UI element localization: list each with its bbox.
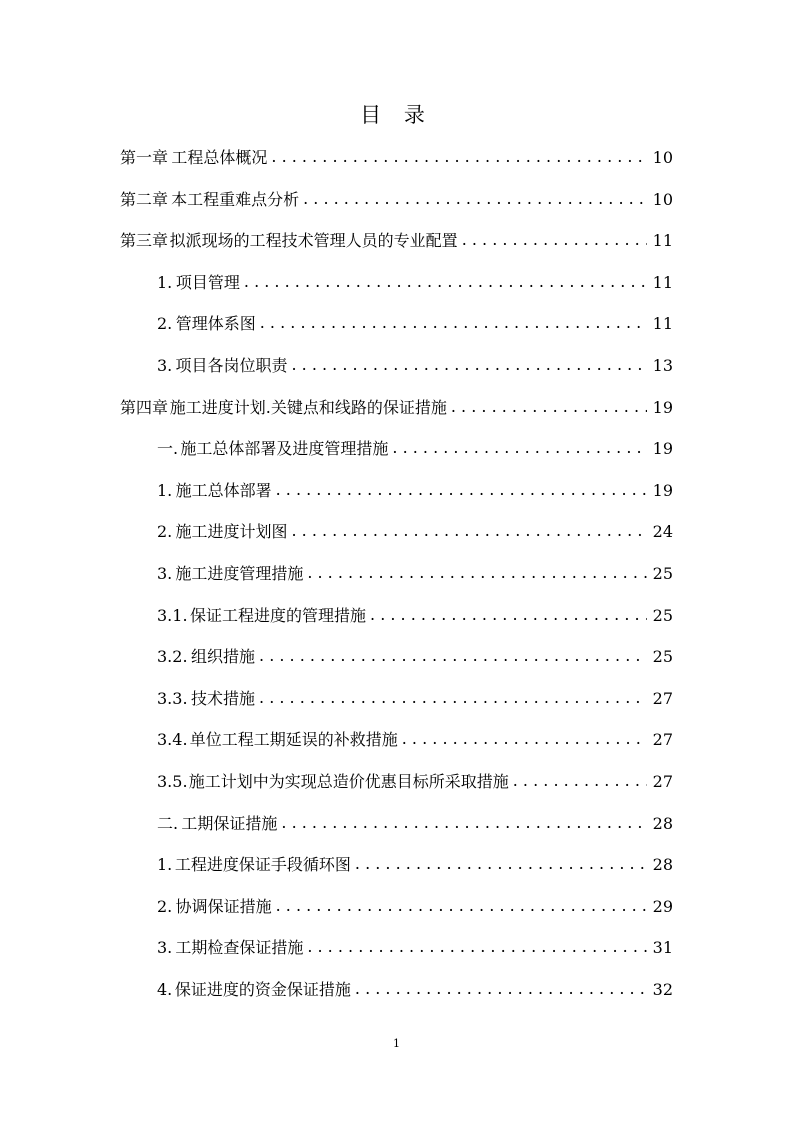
toc-entry[interactable] bbox=[157, 683, 673, 715]
toc-entry-title: 管理体系图 bbox=[175, 314, 256, 334]
toc-dot-leader bbox=[355, 973, 647, 1005]
toc-entry[interactable] bbox=[157, 475, 673, 507]
toc-entry-title: 施工进度管理措施 bbox=[175, 564, 304, 583]
toc-entry-number: 1. bbox=[157, 855, 173, 875]
toc-dot-leader bbox=[307, 931, 646, 963]
toc-entry-title: 组织措施 bbox=[191, 647, 256, 667]
toc-entry[interactable] bbox=[157, 766, 673, 798]
toc-entry-number: 二. bbox=[157, 813, 179, 833]
toc-dot-leader bbox=[281, 807, 646, 839]
toc-title: 目 录 bbox=[360, 103, 433, 127]
toc-entry-title: 施工总体部署及进度管理措施 bbox=[180, 439, 389, 459]
toc-entry[interactable] bbox=[157, 974, 673, 1006]
toc-entry-page-number: 32 bbox=[652, 980, 673, 999]
toc-entry-number: 2. bbox=[157, 314, 173, 334]
toc-dot-leader bbox=[370, 599, 647, 631]
toc-entry-title: 协调保证措施 bbox=[175, 896, 272, 916]
toc-dot-leader bbox=[392, 432, 646, 464]
toc-dot-leader bbox=[513, 765, 647, 797]
toc-entry-page-number: 31 bbox=[652, 938, 673, 958]
toc-entry-page-number: 27 bbox=[652, 730, 673, 750]
footer-page-number: 1 bbox=[393, 1037, 400, 1050]
toc-entry-page-number: 25 bbox=[652, 647, 673, 667]
toc-entry-title: 单位工程工期延误的补救措施 bbox=[189, 730, 398, 750]
toc-entry-page-number: 19 bbox=[652, 480, 673, 500]
toc-dot-leader bbox=[271, 141, 646, 173]
toc-dot-leader bbox=[291, 515, 646, 547]
toc-entry-page-number: 27 bbox=[652, 772, 673, 791]
toc-entry-title: 项目各岗位职责 bbox=[175, 356, 288, 375]
toc-dot-leader bbox=[402, 723, 647, 755]
toc-dot-leader bbox=[291, 349, 646, 381]
toc-entry-number: 3. bbox=[157, 938, 173, 958]
toc-entry-page-number: 19 bbox=[652, 397, 673, 417]
toc-entry-number: 第三章 bbox=[120, 231, 169, 251]
toc-entry-number: 2. bbox=[157, 522, 173, 542]
toc-entry-page-number: 25 bbox=[652, 564, 673, 583]
toc-entry[interactable] bbox=[120, 392, 673, 424]
toc-entry[interactable] bbox=[157, 600, 673, 632]
toc-entry-page-number: 11 bbox=[652, 231, 673, 251]
toc-entry[interactable] bbox=[157, 891, 673, 923]
toc-entry-title: 技术措施 bbox=[191, 688, 256, 708]
toc-entry[interactable] bbox=[157, 641, 673, 673]
toc-entry-page-number: 10 bbox=[652, 189, 673, 209]
toc-entry-page-number: 11 bbox=[652, 272, 673, 292]
toc-entry-page-number: 13 bbox=[652, 356, 673, 375]
toc-dot-leader bbox=[355, 848, 647, 880]
toc-dot-leader bbox=[276, 890, 647, 922]
toc-entry-title: 工程总体概况 bbox=[171, 148, 268, 167]
toc-entry[interactable] bbox=[157, 724, 673, 756]
toc-entry[interactable] bbox=[157, 350, 673, 382]
toc-dot-leader bbox=[451, 391, 647, 423]
toc-entry-page-number: 11 bbox=[652, 314, 673, 334]
toc-dot-leader bbox=[260, 307, 647, 339]
toc-entry[interactable] bbox=[157, 808, 673, 840]
toc-entry-title: 工期保证措施 bbox=[181, 813, 278, 833]
toc-entry[interactable] bbox=[157, 516, 673, 548]
toc-entry-title: 本工程重难点分析 bbox=[171, 189, 300, 209]
toc-dot-leader bbox=[244, 266, 647, 298]
toc-entry[interactable] bbox=[157, 308, 673, 340]
toc-dot-leader bbox=[259, 682, 647, 714]
toc-entry-page-number: 19 bbox=[652, 439, 673, 459]
toc-entry[interactable] bbox=[120, 142, 673, 174]
toc-entry[interactable] bbox=[157, 267, 673, 299]
toc-entry-title: 施工进度计划图 bbox=[175, 522, 288, 542]
toc-entry-number: 3. bbox=[157, 356, 173, 375]
toc-entry[interactable] bbox=[157, 558, 673, 590]
toc-entry-number: 1. bbox=[157, 480, 173, 500]
toc-entry-number: 4. bbox=[157, 980, 173, 999]
toc-entry-title: 拟派现场的工程技术管理人员的专业配置 bbox=[169, 231, 458, 251]
toc-entry-number: 一. bbox=[157, 439, 179, 459]
toc-entry-number: 2. bbox=[157, 896, 173, 916]
toc-entry[interactable] bbox=[157, 932, 673, 964]
toc-entry-page-number: 25 bbox=[652, 605, 673, 625]
toc-entry-title: 保证进度的资金保证措施 bbox=[174, 980, 351, 999]
toc-entry-title: 保证工程进度的管理措施 bbox=[190, 605, 367, 625]
toc-entry-title: 施工总体部署 bbox=[175, 480, 272, 500]
toc-entry-number: 3. bbox=[157, 564, 173, 583]
toc-entry-page-number: 24 bbox=[652, 522, 673, 542]
toc-entry-title: 项目管理 bbox=[175, 272, 240, 292]
toc-entry-title: 工程进度保证手段循环图 bbox=[174, 855, 351, 875]
toc-entry-number: 1. bbox=[157, 272, 173, 292]
toc-entry-page-number: 28 bbox=[652, 813, 673, 833]
toc-entry-number: 3.2. bbox=[157, 647, 188, 667]
toc-entry-page-number: 29 bbox=[652, 896, 673, 916]
toc-dot-leader bbox=[462, 224, 647, 256]
toc-entry-number: 3.4. bbox=[157, 730, 188, 750]
toc-dot-leader bbox=[303, 183, 647, 215]
toc-dot-leader bbox=[259, 640, 647, 672]
toc-entry-page-number: 27 bbox=[652, 688, 673, 708]
toc-entry-title: 施工进度计划.关键点和线路的保证措施 bbox=[169, 397, 447, 417]
toc-entry-number: 3.5. bbox=[157, 772, 188, 791]
toc-entry-page-number: 28 bbox=[652, 855, 673, 875]
toc-entry[interactable] bbox=[120, 225, 673, 257]
toc-entry-number: 第一章 bbox=[120, 148, 169, 167]
toc-dot-leader bbox=[276, 474, 647, 506]
toc-entry-number: 第二章 bbox=[120, 189, 169, 209]
toc-entry-number: 3.3. bbox=[157, 688, 188, 708]
toc-entry-page-number: 10 bbox=[652, 148, 673, 167]
toc-entry-number: 3.1. bbox=[157, 605, 188, 625]
toc-entry-number: 第四章 bbox=[120, 397, 169, 417]
toc-entry[interactable] bbox=[120, 184, 673, 216]
toc-dot-leader bbox=[307, 557, 646, 589]
toc-entry[interactable] bbox=[157, 849, 673, 881]
toc-entry[interactable] bbox=[157, 433, 673, 465]
toc-entry-title: 工期检查保证措施 bbox=[175, 938, 304, 958]
toc-entry-title: 施工计划中为实现总造价优惠目标所采取措施 bbox=[188, 772, 509, 791]
